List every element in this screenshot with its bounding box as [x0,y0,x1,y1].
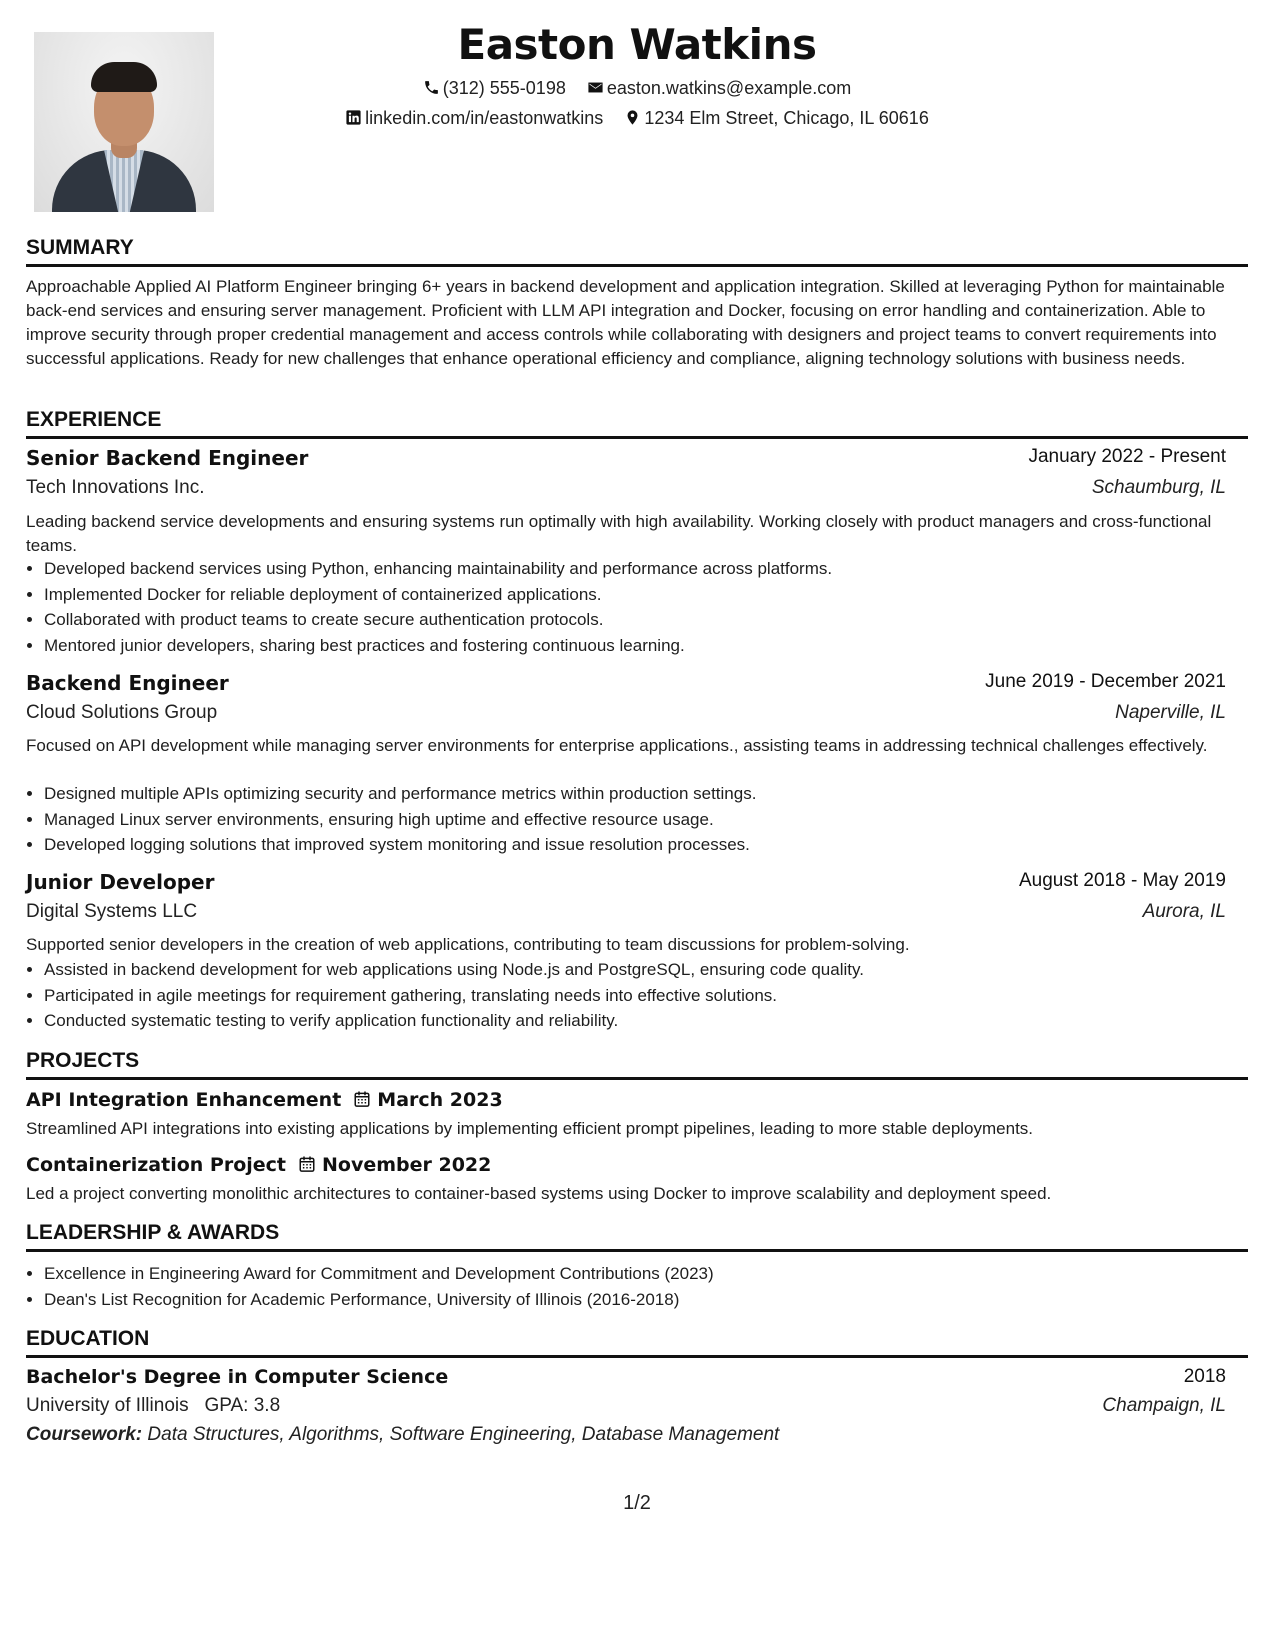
school-info [26,1395,280,1417]
calendar-icon [298,1155,316,1173]
job-company: Digital Systems LLC [26,901,198,922]
page-number: 1/2 [623,1492,651,1514]
linkedin-icon [345,109,362,126]
list-item: • Dean's List Recognition for Academic Performance, University of Illinois (2016-2018) [44,1287,1224,1313]
list-item: • Mentored junior developers, sharing best practices and fostering continuous learning. [44,633,1224,659]
phone-icon [423,79,440,96]
list-item: • Managed Linux server environments, ensuring high uptime and effective resource usage. [44,807,1224,833]
email-link[interactable]: easton.watkins@example.com [606,78,852,98]
contact-linkedin[interactable] [345,108,603,129]
job-header [26,870,1226,898]
job-header [26,671,1226,699]
job-location: Schaumburg, IL [1091,477,1226,498]
project-description: Streamlined API integrations into existing applications by implementing efficient prompt pipelines, leading to more stable deployments. [26,1119,1034,1138]
project-name: Containerization Project [26,1154,286,1176]
job-description: Leading backend service developments and ensuring systems run optimally with high availability. Working closely with product managers and cross-functional teams. [26,512,1212,555]
gpa: GPA: 3.8 [204,1395,281,1416]
job-header [26,446,1226,474]
address-text: 1234 Elm Street, Chicago, IL 60616 [644,108,929,128]
list-item: • Assisted in backend development for web applications using Node.js and PostgreSQL, ensuring code quality. [44,957,1224,983]
job-dates: August 2018 - May 2019 [1018,870,1226,891]
job-dates: January 2022 - Present [1028,446,1226,467]
school-location: Champaign, IL [1102,1395,1226,1416]
awards-heading: LEADERSHIP & AWARDS [26,1221,1248,1252]
phone-text: (312) 555-0198 [442,78,566,98]
job-bullets [26,781,1224,858]
list-item: • Developed backend services using Python, enhancing maintainability and performance across platforms. [44,556,1224,582]
job-description: Focused on API development while managing server environments for enterprise applications., assisting teams in addressing technical challenges effectively. [26,736,1208,755]
contact-phone [423,78,566,99]
summary-heading: SUMMARY [26,236,1248,267]
job-dates: June 2019 - December 2021 [985,671,1226,692]
education-school-row [26,1395,1226,1423]
job-bullets [26,556,1224,658]
projects-heading: PROJECTS [26,1049,1248,1080]
degree: Bachelor's Degree in Computer Science [26,1366,449,1388]
school-name: University of Illinois [26,1395,189,1416]
list-item: • Developed logging solutions that improved system monitoring and issue resolution processes. [44,832,1224,858]
job-company-row [26,901,1226,929]
job-location: Naperville, IL [1115,702,1226,723]
job-title: Senior Backend Engineer [26,446,309,470]
job-company: Cloud Solutions Group [26,702,218,723]
job-company-row [26,477,1226,505]
calendar-icon [353,1090,371,1108]
envelope-icon [587,79,604,96]
list-item: • Designed multiple APIs optimizing security and performance metrics within production settings. [44,781,1224,807]
project-header [26,1089,503,1113]
awards-list [26,1261,1224,1312]
map-pin-icon [624,109,641,126]
list-item: • Collaborated with product teams to create secure authentication protocols. [44,607,1224,633]
project-header [26,1154,491,1178]
contact-email[interactable] [587,78,851,99]
contact-line-1 [26,78,1248,99]
job-description: Supported senior developers in the creation of web applications, contributing to team discussions for problem-solving. [26,935,910,954]
contact-line-2 [26,108,1248,129]
job-location: Aurora, IL [1142,901,1226,922]
summary-text: Approachable Applied AI Platform Engineer bringing 6+ years in backend development and application integration. Skilled at leveraging Python for maintainable back-end services and ensuring server management. Proficient with LLM API integration and Docker, focusing on error handling and containerization. Able to improve security through proper credential management and access controls while collaborating with designers and project teams to convert requirements into successful applications. Ready for new challenges that enhance operational efficiency and compliance, aligning technology solutions with business needs. [26,277,1225,368]
coursework-list: Data Structures, Algorithms, Software Engineering, Database Management [147,1424,780,1445]
list-item: • Implemented Docker for reliable deployment of containerized applications. [44,582,1224,608]
project-date: November 2022 [322,1154,492,1176]
coursework [26,1424,779,1446]
education-heading: EDUCATION [26,1327,1248,1358]
contact-address [624,108,929,129]
experience-heading: EXPERIENCE [26,408,1248,439]
graduation-year: 2018 [1183,1366,1226,1387]
job-company: Tech Innovations Inc. [26,477,205,498]
candidate-name: Easton Watkins [457,20,817,69]
coursework-label: Coursework: [26,1424,143,1445]
project-date: March 2023 [377,1089,503,1111]
job-bullets [26,957,1224,1034]
list-item: • Conducted systematic testing to verify application functionality and reliability. [44,1008,1224,1034]
linkedin-link[interactable]: linkedin.com/in/eastonwatkins [365,108,604,128]
project-name: API Integration Enhancement [26,1089,342,1111]
job-company-row [26,702,1226,730]
job-title: Backend Engineer [26,671,229,695]
list-item: • Participated in agile meetings for requirement gathering, translating needs into effective solutions. [44,983,1224,1009]
education-header [26,1366,1226,1394]
list-item: • Excellence in Engineering Award for Commitment and Development Contributions (2023) [44,1261,1224,1287]
resume-page [26,0,1248,1650]
job-title: Junior Developer [26,870,215,894]
project-description: Led a project converting monolithic architectures to container-based systems using Docker to improve scalability and deployment speed. [26,1184,1052,1203]
